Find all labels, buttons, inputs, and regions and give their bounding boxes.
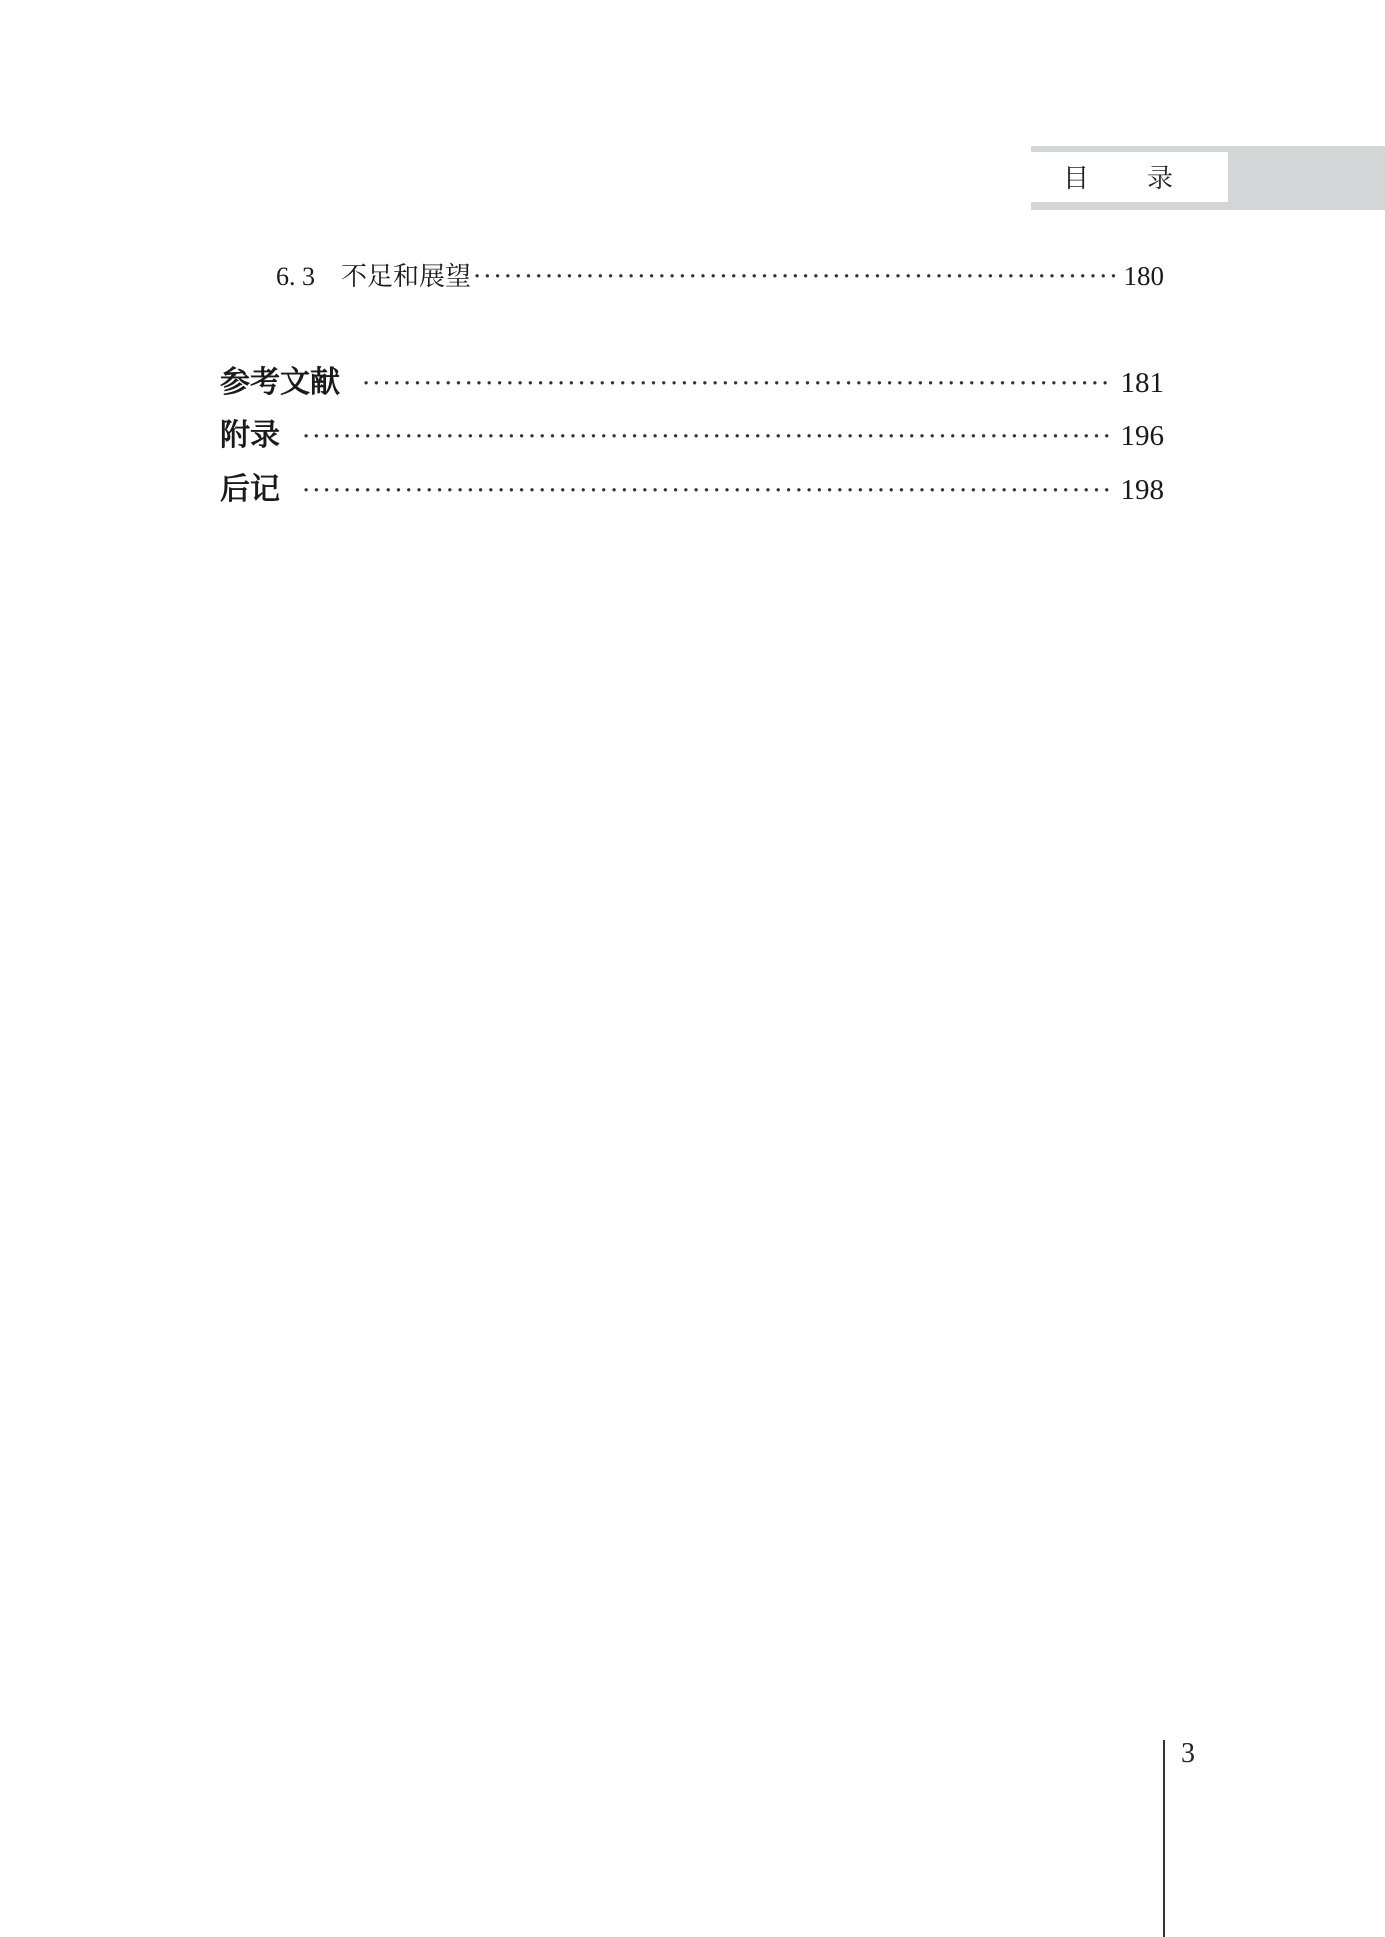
running-header-char-2: 录 (1146, 163, 1173, 194)
toc-entry-page: 196 (1120, 420, 1164, 452)
toc-entry-page: 180 (1123, 261, 1164, 291)
toc-entry-number: 6. 3 (276, 262, 315, 291)
toc-entry-postscript[interactable] (220, 464, 1164, 508)
toc-entry-page: 198 (1120, 474, 1164, 506)
page-number: 3 (1181, 1738, 1195, 1769)
toc-entry-6-3[interactable] (276, 256, 1164, 296)
toc-entry-references[interactable] (220, 357, 1164, 401)
toc-entry-title: 参考文献 (220, 365, 340, 400)
toc-dot-leader (473, 262, 1117, 292)
toc-dot-leader (302, 422, 1109, 452)
toc-dot-leader (362, 369, 1109, 399)
toc-entry-title: 附录 (220, 418, 280, 453)
toc-entry-page: 181 (1120, 367, 1164, 399)
toc-entry-title: 后记 (220, 472, 280, 507)
toc-dot-leader (302, 476, 1109, 506)
running-header-char-1: 目 (1063, 163, 1090, 194)
toc-entry-title: 不足和展望 (341, 262, 472, 292)
running-header (1063, 160, 1173, 192)
folio-rule (1163, 1740, 1165, 1937)
toc-entry-appendix[interactable] (220, 410, 1164, 454)
